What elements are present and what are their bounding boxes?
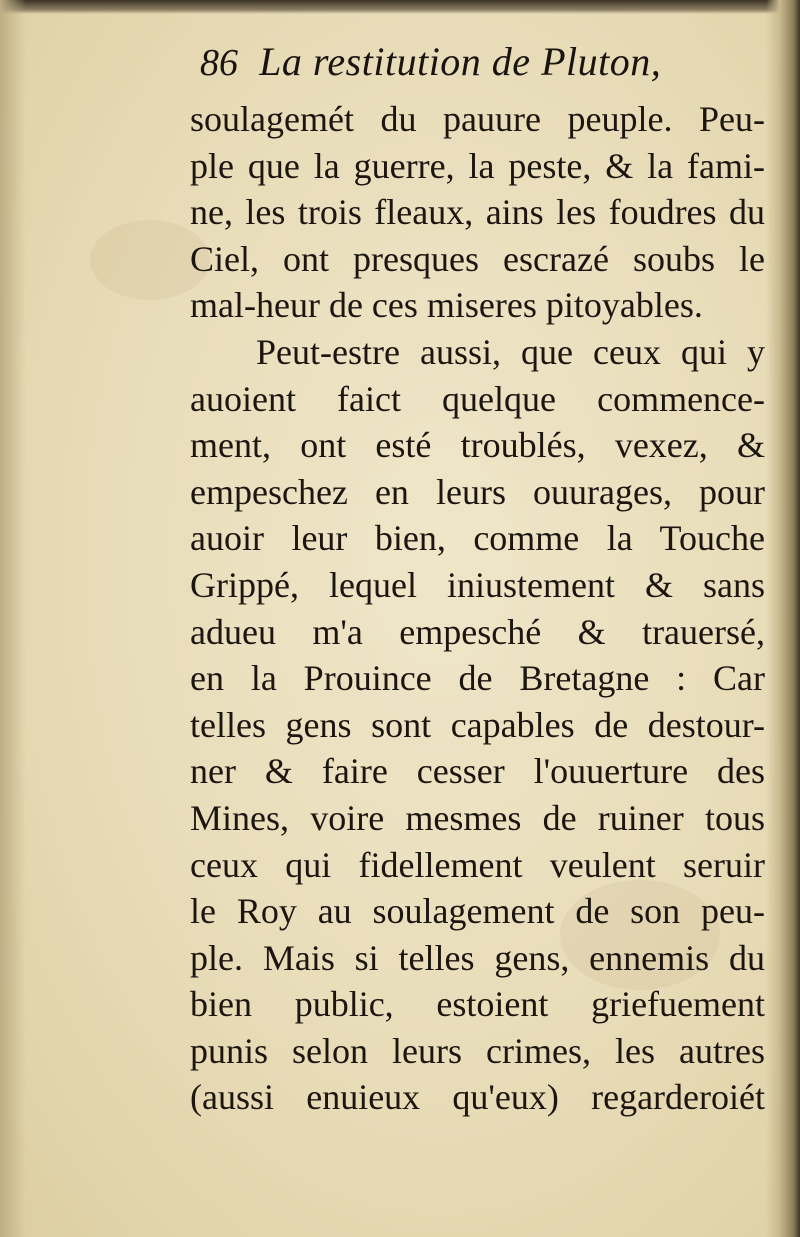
text-line: Peut-estre aussi, que ceux qui y bbox=[256, 331, 765, 372]
text-line: telles gens sont capables de destour- bbox=[190, 704, 765, 745]
page-gutter-shadow bbox=[0, 0, 26, 1237]
text-line: auoient faict quelque commence- bbox=[190, 378, 765, 419]
text-line: ne, les trois fleaux, ains les foudres du bbox=[190, 192, 765, 233]
text-line: Ciel, ont presques escrazé soubs le bbox=[190, 238, 765, 279]
page-top-edge bbox=[0, 0, 800, 14]
text-line: ple. Mais si telles gens, ennemis du bbox=[190, 937, 765, 978]
text-line: bien public, estoient griefuement bbox=[190, 984, 765, 1025]
text-line: mal-heur de ces miseres pitoyables. bbox=[190, 285, 703, 326]
text-line: Grippé, lequel iniustement & sans bbox=[190, 564, 765, 605]
text-line: ment, ont esté troublés, vexez, & bbox=[190, 425, 765, 466]
text-line: (aussi enuieux qu'eux) regarderoiét bbox=[190, 1077, 765, 1118]
text-line: empeschez en leurs ouurages, pour bbox=[190, 471, 765, 512]
text-line: ner & faire cesser l'ouuerture des bbox=[190, 751, 765, 792]
text-line: punis selon leurs crimes, les autres bbox=[190, 1030, 765, 1071]
text-line: adueu m'a empesché & trauersé, bbox=[190, 611, 765, 652]
running-title: La restitution de Pluton, bbox=[259, 39, 662, 84]
page-right-edge bbox=[766, 0, 800, 1237]
text-line: ceux qui fidellement veulent seruir bbox=[190, 844, 765, 885]
body-text bbox=[190, 96, 765, 1121]
text-line: le Roy au soulagement de son peu- bbox=[190, 891, 765, 932]
text-line: Mines, voire mesmes de ruiner tous bbox=[190, 797, 765, 838]
page-number: 86 bbox=[200, 42, 238, 84]
text-line: ple que la guerre, la peste, & la fami- bbox=[190, 145, 765, 186]
text-line: auoir leur bien, comme la Touche bbox=[190, 518, 765, 559]
text-line: en la Prouince de Bretagne : Car bbox=[190, 658, 765, 699]
page-header bbox=[200, 38, 661, 102]
text-line: soulagemét du pauure peuple. Peu- bbox=[190, 99, 765, 139]
